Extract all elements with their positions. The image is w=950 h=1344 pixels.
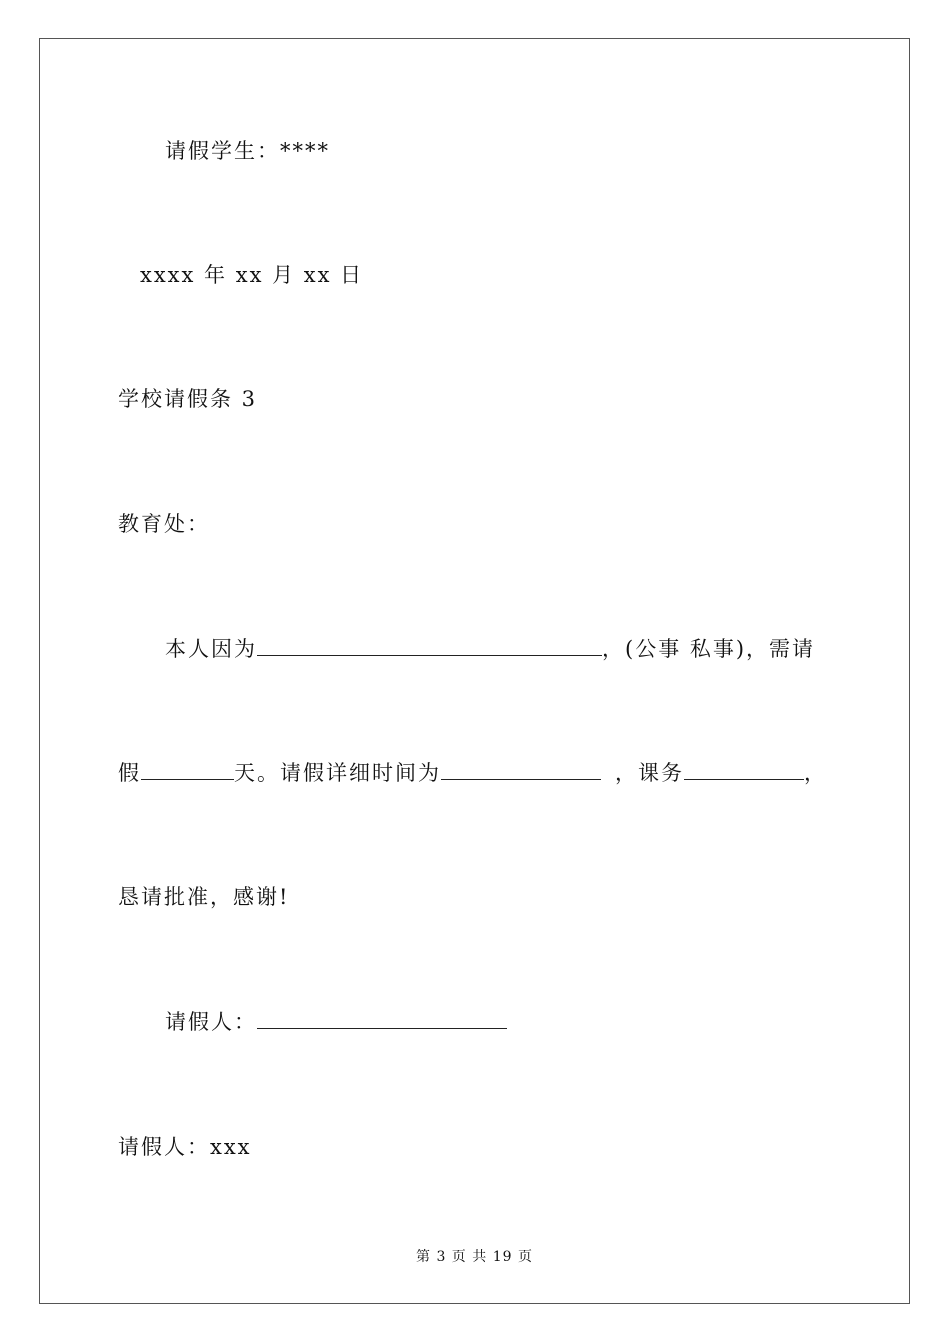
reason-blank (257, 635, 602, 656)
body-line2-c: ，课务 (615, 761, 684, 785)
time-blank (441, 759, 601, 780)
addressee: 教育处： (118, 512, 210, 536)
coursework-blank (684, 759, 804, 780)
applicant-signature-line (165, 1008, 507, 1036)
days-blank (141, 759, 234, 780)
body-line2-b: 天。请假详细时间为 (234, 761, 441, 785)
applicant-blank (257, 1008, 507, 1029)
body-line1-prefix: 本人因为 (165, 637, 257, 661)
body-line1-suffix: ，(公事 私事)，需请 (602, 637, 816, 661)
body-line-3: 恳请批准，感谢! (118, 885, 290, 909)
applicant-label: 请假人： (165, 1010, 257, 1034)
body-line-2 (118, 759, 827, 787)
body-line2-a: 假 (118, 761, 141, 785)
page-footer: 第 3 页 共 19 页 (416, 1249, 533, 1265)
applicant-line: 请假人：xxx (118, 1135, 252, 1159)
student-line: 请假学生：**** (165, 139, 330, 163)
body-line-1 (165, 635, 815, 663)
body-line2-d: ， (804, 761, 827, 785)
section-title: 学校请假条 3 (118, 387, 258, 411)
date-line: xxxx 年 xx 月 xx 日 (140, 263, 364, 287)
document-page (39, 38, 910, 1304)
